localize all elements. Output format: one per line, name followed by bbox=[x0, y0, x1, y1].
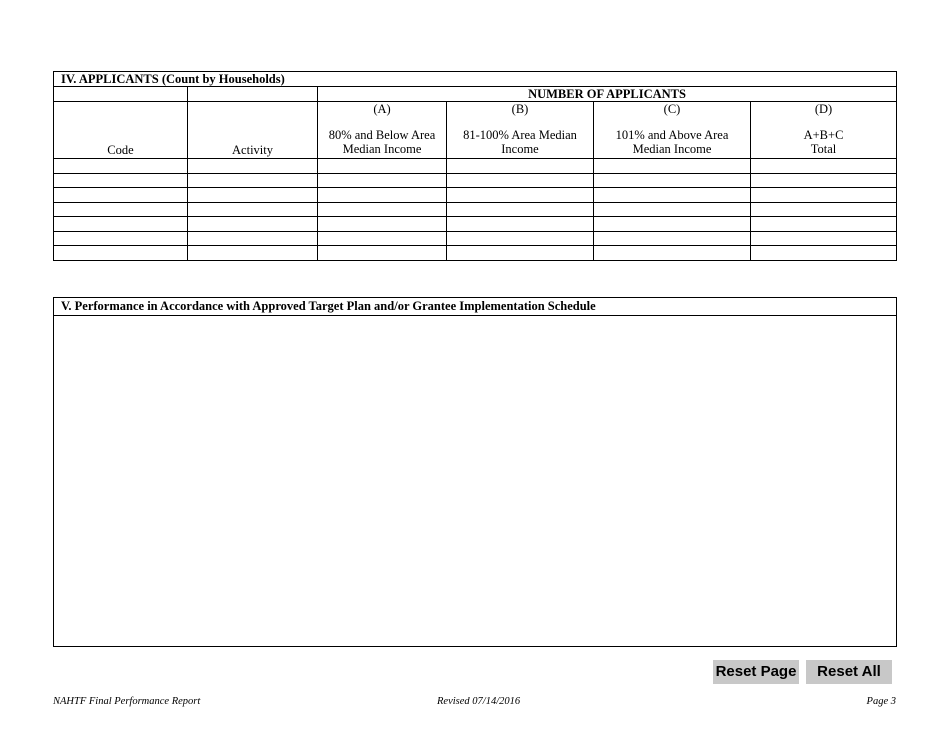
reset-page-button[interactable]: Reset Page bbox=[713, 660, 799, 684]
column-c-cell[interactable] bbox=[594, 159, 751, 174]
performance-text-field[interactable] bbox=[54, 316, 896, 646]
code-cell[interactable] bbox=[54, 173, 188, 188]
column-a-cell[interactable] bbox=[318, 188, 447, 203]
column-a-cell[interactable] bbox=[318, 159, 447, 174]
section-iv-title: IV. APPLICANTS (Count by Households) bbox=[54, 72, 897, 87]
activity-cell[interactable] bbox=[188, 159, 318, 174]
table-row bbox=[54, 159, 897, 174]
column-c-cell[interactable] bbox=[594, 188, 751, 203]
column-a-cell[interactable] bbox=[318, 202, 447, 217]
code-cell[interactable] bbox=[54, 231, 188, 246]
reset-all-button[interactable]: Reset All bbox=[806, 660, 892, 684]
column-b-letter: (B) bbox=[511, 102, 529, 116]
performance-section bbox=[53, 297, 897, 647]
footer-revised-date: Revised 07/14/2016 bbox=[437, 696, 521, 707]
column-d-line2: Total bbox=[810, 142, 837, 156]
activity-header-label: Activity bbox=[232, 143, 273, 157]
footer-report-name: NAHTF Final Performance Report bbox=[53, 696, 201, 707]
column-d-header bbox=[751, 102, 897, 159]
column-b-cell[interactable] bbox=[447, 217, 594, 232]
activity-cell[interactable] bbox=[188, 246, 318, 261]
applicants-table bbox=[53, 71, 897, 261]
activity-cell[interactable] bbox=[188, 173, 318, 188]
column-d-cell[interactable] bbox=[751, 231, 897, 246]
table-row bbox=[54, 231, 897, 246]
column-b-header bbox=[447, 102, 594, 159]
table-row bbox=[54, 202, 897, 217]
section-v-title: V. Performance in Accordance with Approved Target Plan and/or Grantee Implementation Schedule bbox=[54, 298, 896, 316]
number-of-applicants-header: NUMBER OF APPLICANTS bbox=[318, 87, 897, 102]
column-a-line2: Median Income bbox=[342, 142, 422, 156]
column-b-line1: 81-100% Area Median bbox=[463, 128, 577, 142]
column-b-cell[interactable] bbox=[447, 159, 594, 174]
column-c-cell[interactable] bbox=[594, 217, 751, 232]
column-d-letter: (D) bbox=[814, 102, 833, 116]
code-cell[interactable] bbox=[54, 217, 188, 232]
column-c-cell[interactable] bbox=[594, 202, 751, 217]
activity-column-header bbox=[188, 102, 318, 159]
column-c-cell[interactable] bbox=[594, 231, 751, 246]
column-b-cell[interactable] bbox=[447, 173, 594, 188]
code-cell[interactable] bbox=[54, 159, 188, 174]
column-a-cell[interactable] bbox=[318, 246, 447, 261]
column-c-letter: (C) bbox=[663, 102, 681, 116]
column-b-cell[interactable] bbox=[447, 188, 594, 203]
column-a-cell[interactable] bbox=[318, 173, 447, 188]
column-d-cell[interactable] bbox=[751, 246, 897, 261]
column-c-line2: Median Income bbox=[632, 142, 712, 156]
column-b-cell[interactable] bbox=[447, 231, 594, 246]
column-b-line2: Income bbox=[501, 142, 539, 156]
column-d-cell[interactable] bbox=[751, 188, 897, 203]
column-c-line1: 101% and Above Area bbox=[615, 128, 729, 142]
table-row bbox=[54, 188, 897, 203]
footer-page-number: Page 3 bbox=[866, 696, 896, 707]
code-column-header bbox=[54, 102, 188, 159]
code-cell[interactable] bbox=[54, 188, 188, 203]
table-row bbox=[54, 246, 897, 261]
column-b-cell[interactable] bbox=[447, 202, 594, 217]
activity-cell[interactable] bbox=[188, 231, 318, 246]
activity-cell[interactable] bbox=[188, 217, 318, 232]
table-row bbox=[54, 173, 897, 188]
column-d-cell[interactable] bbox=[751, 173, 897, 188]
column-a-line1: 80% and Below Area bbox=[328, 128, 436, 142]
column-c-cell[interactable] bbox=[594, 173, 751, 188]
table-row bbox=[54, 217, 897, 232]
activity-cell[interactable] bbox=[188, 188, 318, 203]
column-d-cell[interactable] bbox=[751, 159, 897, 174]
column-a-cell[interactable] bbox=[318, 217, 447, 232]
column-d-cell[interactable] bbox=[751, 217, 897, 232]
code-header-label: Code bbox=[107, 143, 134, 157]
column-a-letter: (A) bbox=[373, 102, 391, 116]
column-a-header bbox=[318, 102, 447, 159]
column-d-cell[interactable] bbox=[751, 202, 897, 217]
column-c-header bbox=[594, 102, 751, 159]
column-c-cell[interactable] bbox=[594, 246, 751, 261]
column-b-cell[interactable] bbox=[447, 246, 594, 261]
column-a-cell[interactable] bbox=[318, 231, 447, 246]
column-d-line1: A+B+C bbox=[803, 128, 844, 142]
code-cell[interactable] bbox=[54, 246, 188, 261]
code-cell[interactable] bbox=[54, 202, 188, 217]
activity-cell[interactable] bbox=[188, 202, 318, 217]
